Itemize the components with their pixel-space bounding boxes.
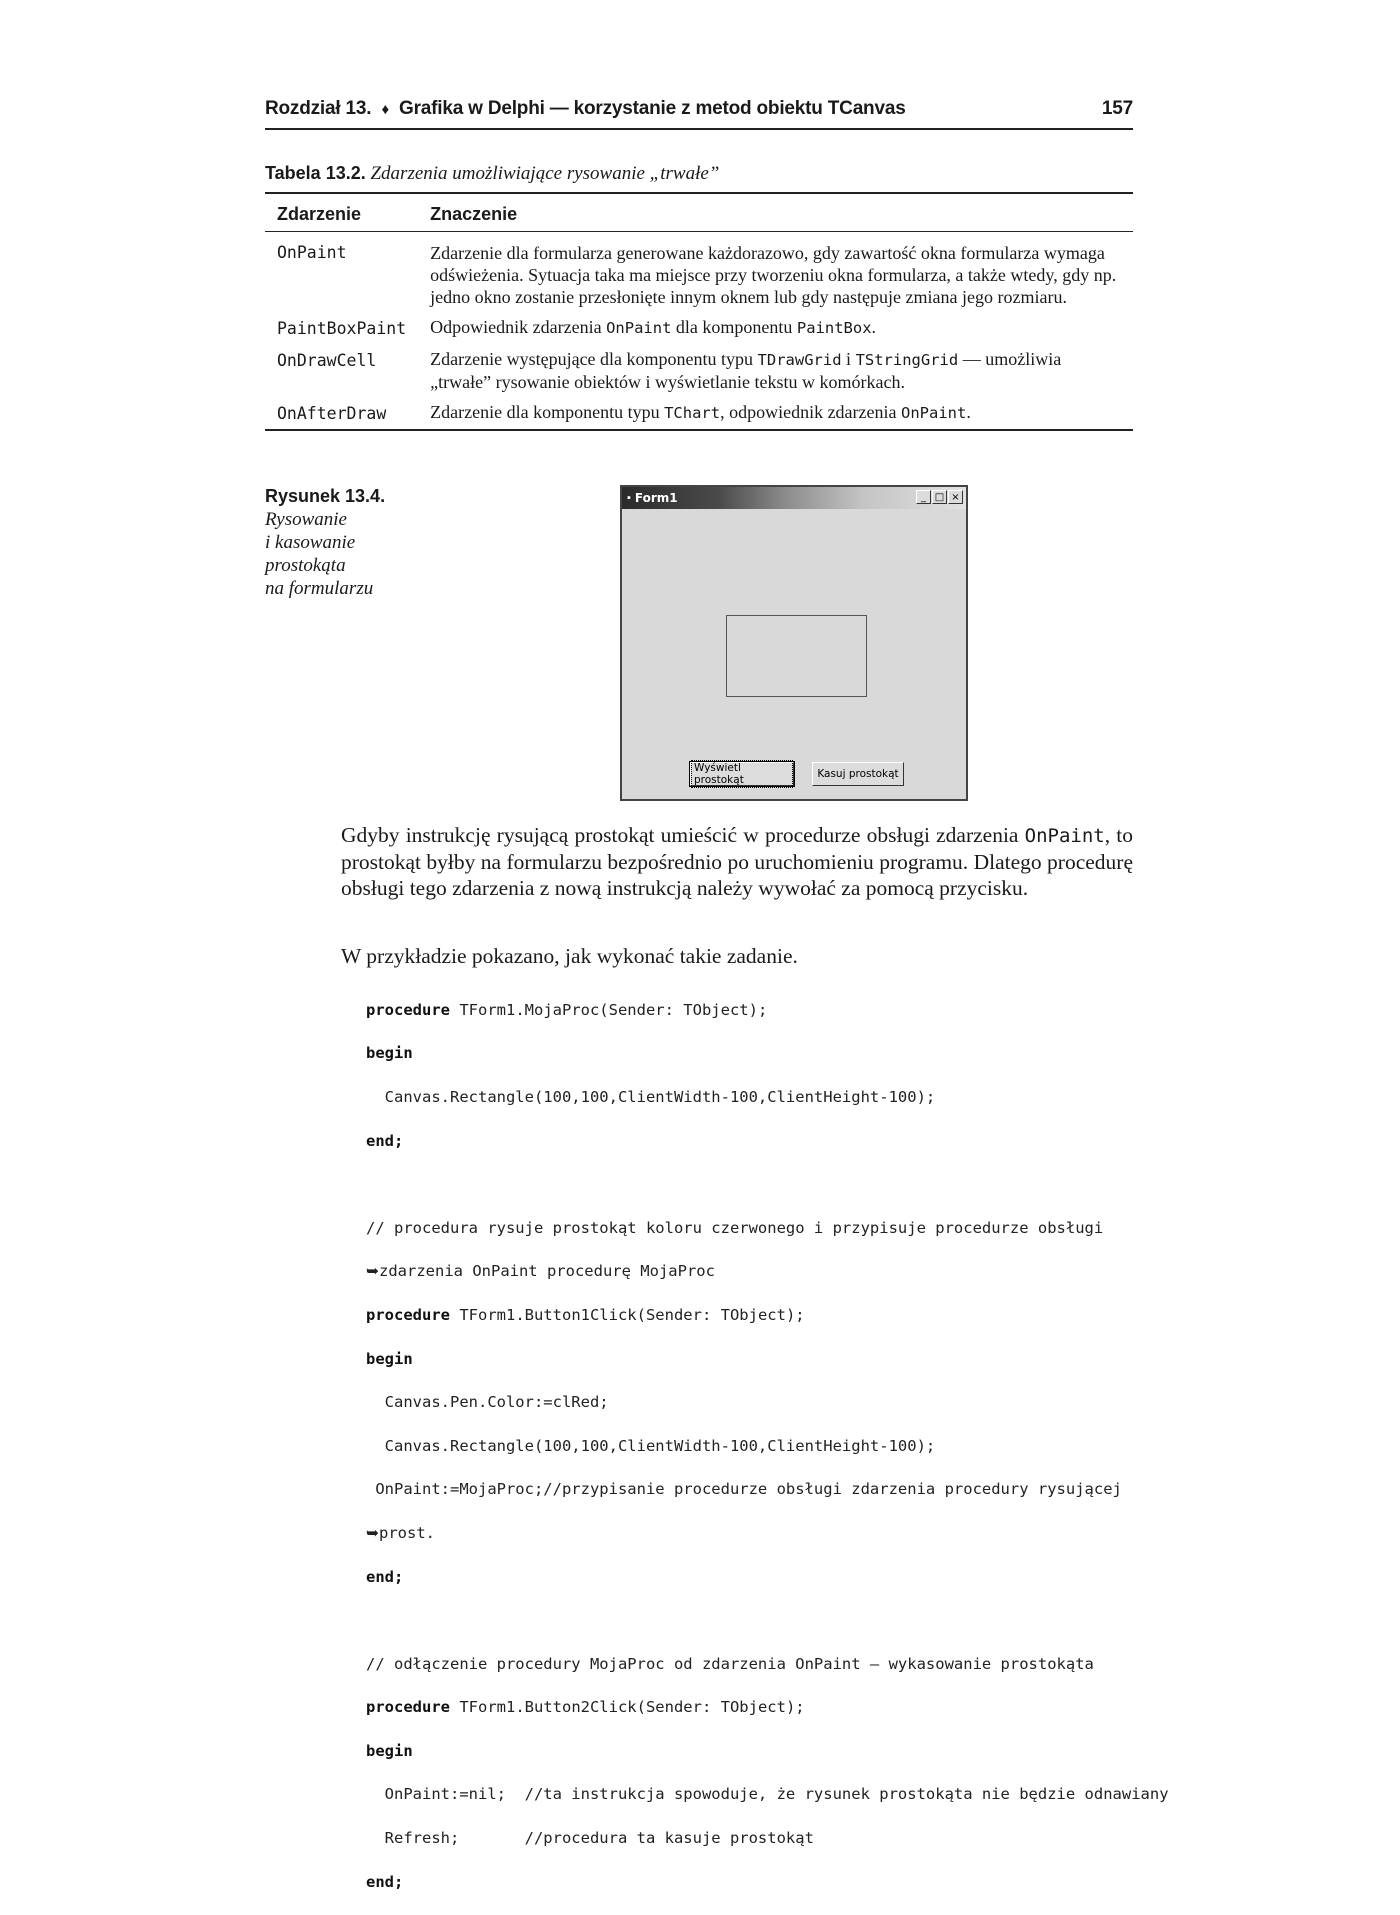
- code-line: begin: [366, 1741, 413, 1760]
- diamond-icon: ♦: [381, 101, 389, 118]
- table-row: [265, 232, 1133, 313]
- table-caption: [265, 163, 719, 185]
- window-titlebar[interactable]: [622, 487, 966, 509]
- chapter-heading: [265, 98, 906, 120]
- event-name: PaintBoxPaint: [277, 319, 407, 338]
- minimize-icon[interactable]: _: [916, 490, 931, 504]
- code-listing: [366, 978, 1169, 1915]
- code-line: [366, 1174, 1136, 1196]
- table-caption-number: Tabela 13.2.: [265, 163, 366, 183]
- column-header-event: Zdarzenie: [265, 193, 418, 232]
- code-comment: // procedura rysuje prostokąt koloru czerwonego i przypisuje procedurze obsługi: [366, 1218, 1104, 1237]
- code-comment: ➥zdarzenia OnPaint procedurę MojaProc: [366, 1262, 715, 1281]
- event-description: Odpowiednik zdarzenia OnPaint dla komponentu PaintBox.: [430, 317, 877, 337]
- code-line: procedure TForm1.Button2Click(Sender: TObject);: [366, 1698, 805, 1717]
- event-name: OnDrawCell: [277, 351, 377, 370]
- event-name: OnAfterDraw: [277, 404, 387, 423]
- code-line: OnPaint:=MojaProc;//przypisanie procedurze obsługi zdarzenia procedury rysującej: [366, 1480, 1122, 1499]
- clear-rectangle-button[interactable]: Kasuj prostokąt: [812, 762, 904, 786]
- code-line: end;: [366, 1567, 404, 1586]
- figure-caption: [265, 485, 425, 600]
- body-paragraph: Gdyby instrukcję rysującą prostokąt umieścić w procedurze obsługi zdarzenia OnPaint, to prostokąt byłby na formularzu bezpośrednio po uruchomieniu programu. Dlatego procedurę obsługi tego zdarzenia z nową instrukcją należy wywołać za pomocą przycisku.: [341, 823, 1133, 900]
- code-line: begin: [366, 1044, 413, 1063]
- code-line: procedure TForm1.MojaProc(Sender: TObject);: [366, 1000, 768, 1019]
- event-description: Zdarzenie dla formularza generowane każdorazowo, gdy zawartość okna formularza wymaga odświeżenia. Sytuacja taka ma miejsce przy tworzeniu okna formularza, a także wtedy, gdy np. jedno okno zostanie przesłonięte innym oknem lub gdy następuje zmiana jego rozmiaru.: [430, 243, 1117, 307]
- page-number: 157: [1101, 98, 1133, 119]
- drawn-rectangle: [726, 615, 867, 697]
- events-table: [265, 192, 1133, 431]
- running-header: [265, 98, 1133, 130]
- show-rectangle-button[interactable]: Wyświetl prostokąt: [690, 762, 794, 786]
- close-icon[interactable]: ×: [948, 490, 963, 504]
- window-title: Form1: [634, 491, 678, 505]
- table-row: [265, 397, 1133, 430]
- table-header-row: [265, 193, 1133, 232]
- event-name: OnPaint: [277, 243, 347, 262]
- code-line: procedure TForm1.Button1Click(Sender: TObject);: [366, 1305, 805, 1324]
- chapter-title: Grafika w Delphi — korzystanie z metod obiektu TCanvas: [399, 98, 906, 119]
- form-window-screenshot: [620, 485, 968, 801]
- window-controls: [916, 490, 963, 504]
- body-paragraph: W przykładzie pokazano, jak wykonać takie zadanie.: [341, 944, 798, 968]
- code-comment: // odłączenie procedury MojaProc od zdarzenia OnPaint — wykasowanie prostokąta: [366, 1654, 1094, 1673]
- window-app-icon: ▪: [627, 492, 631, 504]
- code-line: OnPaint:=nil; //ta instrukcja spowoduje, że rysunek prostokąta nie będzie odnawiany: [366, 1785, 1169, 1804]
- table-caption-title: Zdarzenia umożliwiające rysowanie „trwałe”: [370, 163, 720, 184]
- figure-number: Rysunek 13.4.: [265, 486, 386, 506]
- figure-title: Rysowanie i kasowanie prostokąta na formularzu: [265, 509, 374, 599]
- code-line: [366, 1610, 1136, 1632]
- table-row: [265, 344, 1133, 397]
- continuation-arrow-icon: ➥: [366, 1262, 379, 1281]
- table-row: [265, 312, 1133, 344]
- chapter-number: Rozdział 13.: [265, 98, 372, 119]
- code-line: Canvas.Rectangle(100,100,ClientWidth-100,ClientHeight-100);: [366, 1087, 936, 1106]
- code-line: end;: [366, 1872, 404, 1891]
- code-line: Canvas.Pen.Color:=clRed;: [366, 1393, 609, 1412]
- code-line: end;: [366, 1131, 404, 1150]
- continuation-arrow-icon: ➥: [366, 1523, 379, 1542]
- maximize-icon[interactable]: □: [932, 490, 947, 504]
- code-line: Refresh; //procedura ta kasuje prostokąt: [366, 1829, 814, 1848]
- event-description: Zdarzenie dla komponentu typu TChart, odpowiednik zdarzenia OnPaint.: [430, 402, 971, 422]
- event-description: Zdarzenie występujące dla komponentu typu TDrawGrid i TStringGrid — umożliwia „trwałe” rysowanie obiektów i wyświetlanie tekstu w komórkach.: [430, 349, 1062, 392]
- code-line: ➥prost.: [366, 1523, 435, 1542]
- code-line: Canvas.Rectangle(100,100,ClientWidth-100,ClientHeight-100);: [366, 1436, 936, 1455]
- column-header-meaning: Znaczenie: [418, 193, 1133, 232]
- code-line: begin: [366, 1349, 413, 1368]
